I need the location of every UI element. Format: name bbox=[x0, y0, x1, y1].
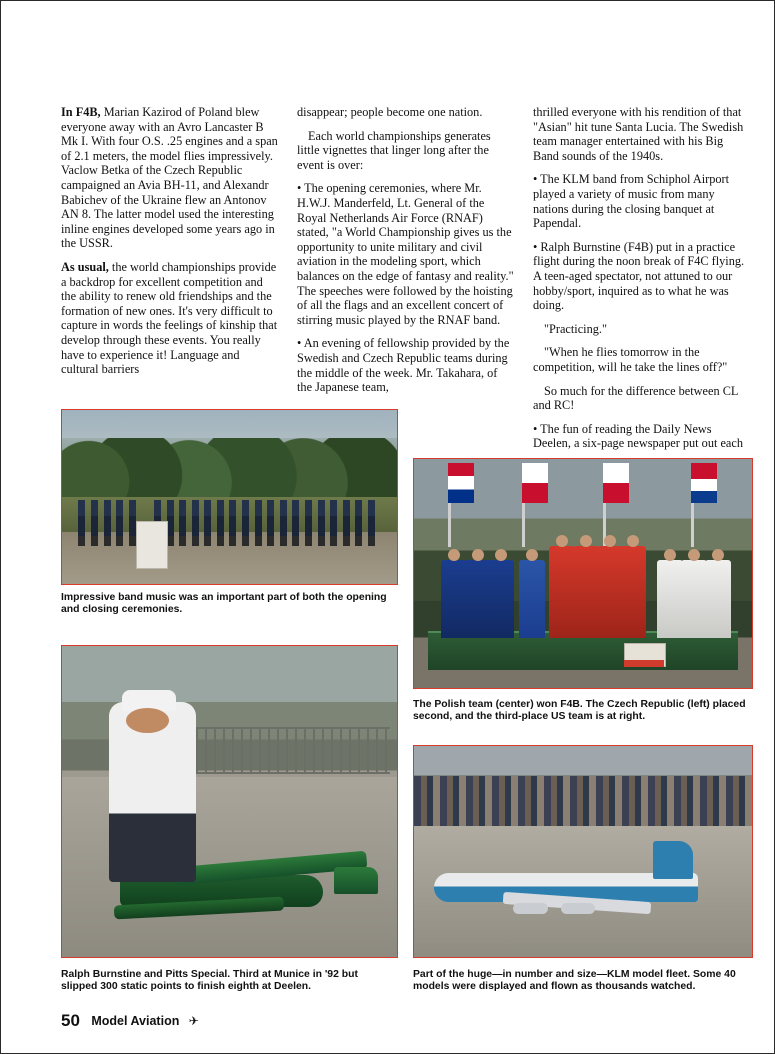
paragraph-text: disappear; people become one nation. bbox=[297, 105, 483, 119]
paragraph bbox=[297, 105, 515, 120]
paragraph-bullet bbox=[297, 181, 515, 327]
paragraph bbox=[61, 105, 279, 251]
paragraph-text: • An evening of fellowship provided by the Swedish and Czech Republic teams during the middle of the week. Mr. Takahara, of the Japanese team, bbox=[297, 336, 510, 395]
team-member bbox=[597, 546, 623, 638]
spectator-crowd bbox=[414, 776, 752, 831]
paragraph bbox=[533, 322, 751, 337]
team-member bbox=[465, 560, 491, 638]
paragraph-bullet bbox=[533, 240, 751, 313]
caption-pitts: Ralph Burnstine and Pitts Special. Third at Munice in '92 but slipped 300 static points to finish eighth at Deelen. bbox=[61, 969, 358, 993]
paragraph-text: • The fun of reading the Daily News Deelen, a six-page newspaper put out each bbox=[533, 421, 743, 451]
model-box-lid bbox=[624, 660, 664, 667]
klm-model-jet bbox=[434, 843, 698, 927]
photo-podium bbox=[413, 458, 753, 689]
face bbox=[126, 708, 170, 733]
page-number: 50 bbox=[61, 1011, 80, 1030]
airplane-icon: ✈ bbox=[188, 1014, 199, 1028]
paragraph-lead: As usual, bbox=[61, 259, 109, 274]
tail-fin bbox=[653, 841, 693, 878]
team-member bbox=[519, 560, 545, 638]
team-member bbox=[705, 560, 731, 638]
paragraph-text: Marian Kazirod of Poland blew everyone away with an Avro Lancaster B Mk I. With four O.S. .25 engines and a span of 2.1 meters, the model flies impressively. Vaclow Betka of the Czech Republic campaigned an Avia BH-11, and Alexandr Babichev of the Ukraine flew an Antonov AN 8. The latter model used the interesting inline engines developed some years ago in the USSR. bbox=[61, 105, 278, 251]
paragraph-text: thrilled everyone with his rendition of that "Asian" hit tune Santa Lucia. The Swedish team manager entertained with his Big Band sounds of the 1940s. bbox=[533, 105, 744, 163]
photo-klm-fleet bbox=[413, 745, 753, 958]
team-member bbox=[620, 546, 646, 638]
paragraph-text: • The KLM band from Schiphol Airport played a variety of music from many nations during the closing banquet at Papendal. bbox=[533, 172, 730, 231]
team-member bbox=[441, 560, 467, 638]
tree-line bbox=[62, 438, 397, 501]
paragraph bbox=[297, 129, 515, 173]
caption-band: Impressive band music was an important part of both the opening and closing ceremonies. bbox=[61, 592, 387, 616]
paragraph-bullet bbox=[297, 336, 515, 394]
column-2 bbox=[297, 105, 515, 460]
engine bbox=[561, 903, 595, 914]
paragraph-text: • The opening ceremonies, where Mr. H.W.J. Manderfeld, Lt. General of the Royal Netherlands Air Force (RNAF) stated, "a World Championship gives us the opportunity to unite military and civil aviation in the modeling sport, which balances on the edge of fantasy and reality." The speeches were followed by the hoisting of all the flags and an excellent concert of stirring music played by the RNAF band. bbox=[297, 181, 514, 327]
paragraph-bullet bbox=[533, 172, 751, 230]
paragraph-text: • Ralph Burnstine (F4B) put in a practice flight during the noon break of F4C flying. A teen-aged spectator, not attuned to our hobby/sport, inquired as to what he was doing. bbox=[533, 239, 745, 313]
paragraph-text: "When he flies tomorrow in the competition, will he take the lines off?" bbox=[533, 345, 728, 374]
band-members bbox=[72, 500, 387, 545]
paragraph-lead: In F4B, bbox=[61, 105, 101, 119]
paragraph bbox=[533, 105, 751, 163]
paragraph-text: So much for the difference between CL and RC! bbox=[533, 383, 738, 413]
paragraph-bullet bbox=[533, 422, 751, 451]
photo-band bbox=[61, 409, 398, 585]
paragraph bbox=[61, 260, 279, 377]
fence bbox=[196, 727, 390, 775]
paragraph bbox=[533, 384, 751, 413]
column-3 bbox=[533, 105, 751, 460]
engine bbox=[513, 903, 547, 914]
podium-stand bbox=[136, 521, 168, 569]
team-member bbox=[681, 560, 707, 638]
paragraph-text: the world championships provide a backdrop for excellent competition and the ability to renew old friendships and the formation of new ones. It's very difficult to capture in words the feelings of kinship that develop through these events. You really have to experience it! Language and cultural barriers bbox=[61, 259, 278, 377]
caption-podium: The Polish team (center) won F4B. The Czech Republic (left) placed second, and the third-place US team is at right. bbox=[413, 699, 746, 723]
paragraph-text: "Practicing." bbox=[544, 321, 607, 336]
caption-klm: Part of the huge—in number and size—KLM model fleet. Some 40 models were displayed and flown as thousands watched. bbox=[413, 969, 736, 993]
team-member bbox=[657, 560, 683, 638]
tail-fin bbox=[334, 867, 378, 894]
team-member bbox=[573, 546, 599, 638]
paragraph-text: Each world championships generates little vignettes that linger long after the event is over: bbox=[297, 128, 491, 172]
three-column-layout bbox=[61, 105, 753, 460]
magazine-name: Model Aviation bbox=[91, 1014, 180, 1028]
paragraph bbox=[533, 345, 751, 374]
team-member bbox=[488, 560, 514, 638]
photo-pitts-special bbox=[61, 645, 398, 958]
column-1 bbox=[61, 105, 279, 460]
page-footer bbox=[61, 1011, 199, 1031]
team-member bbox=[549, 546, 575, 638]
